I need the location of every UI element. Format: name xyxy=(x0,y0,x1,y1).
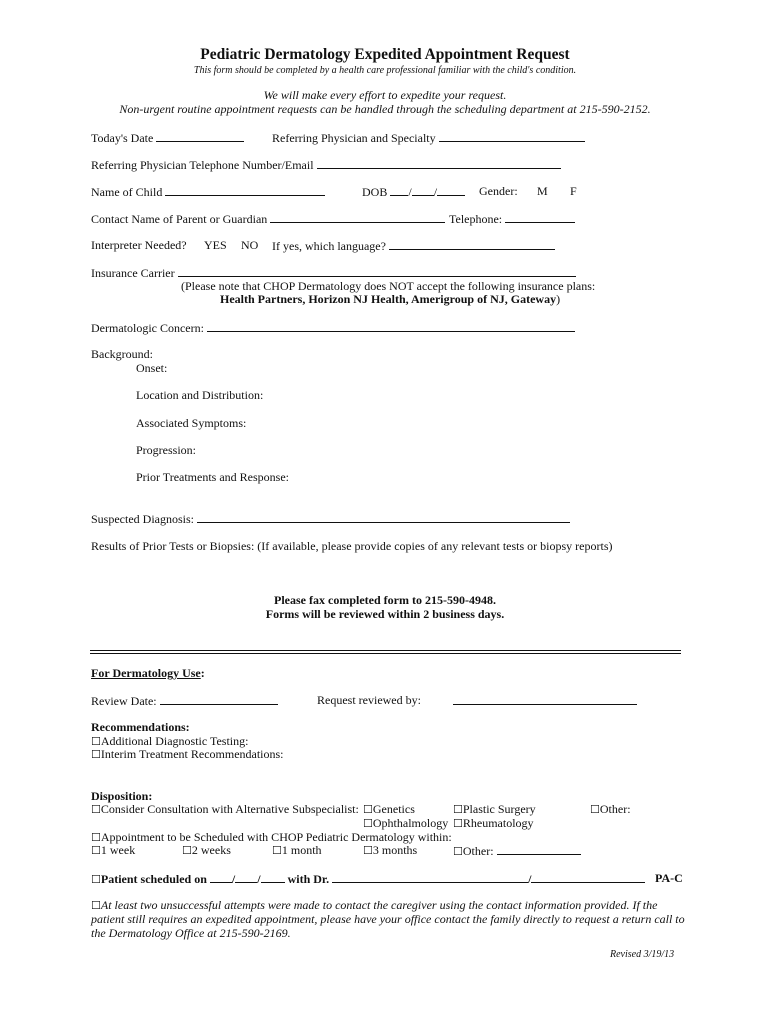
option-other-timeframe[interactable] xyxy=(453,843,581,859)
symptoms-label: Associated Symptoms: xyxy=(136,416,247,430)
review-time-note: Forms will be reviewed within 2 business days. xyxy=(265,607,505,621)
telephone-row xyxy=(449,211,575,227)
option-ophthalmology[interactable] xyxy=(363,816,448,831)
consider-consultation-label: Consider Consultation with Alternative Subspecialist: xyxy=(100,802,359,816)
pac-label: PA-C xyxy=(655,871,683,885)
checkbox-icon[interactable]: ☐ xyxy=(91,899,101,912)
1-month-label: 1 month xyxy=(281,843,322,857)
checkbox-icon[interactable]: ☐ xyxy=(272,844,282,857)
contact-name-label: Contact Name of Parent or Guardian xyxy=(91,212,268,226)
referring-phone-label: Referring Physician Telephone Number/Email xyxy=(91,158,314,172)
2-weeks-label: 2 weeks xyxy=(191,843,231,857)
referring-physician-field[interactable] xyxy=(439,130,585,142)
scheduled-year-field[interactable] xyxy=(261,871,285,883)
gender-m-option[interactable]: M xyxy=(537,184,548,198)
location-label: Location and Distribution: xyxy=(136,388,264,402)
dob-day-field[interactable] xyxy=(412,184,434,196)
ophthalmology-label: Ophthalmology xyxy=(372,816,449,830)
excluded-plans-close: ) xyxy=(556,292,561,306)
contact-attempts-note xyxy=(91,898,657,913)
checkbox-icon[interactable]: ☐ xyxy=(453,817,463,830)
child-name-field[interactable] xyxy=(165,184,325,196)
diagnostic-testing-label: Additional Diagnostic Testing: xyxy=(100,734,249,748)
insurance-label: Insurance Carrier xyxy=(91,266,175,280)
checkbox-icon[interactable]: ☐ xyxy=(590,803,600,816)
office-use-heading-text: For Dermatology Use xyxy=(91,666,201,680)
language-label: If yes, which language? xyxy=(272,239,386,253)
reviewed-by-label: Request reviewed by: xyxy=(317,693,421,707)
contact-note-line1: At least two unsuccessful attempts were made to contact the caregiver using the contact information provided. If the xyxy=(100,898,658,912)
insurance-field[interactable] xyxy=(178,265,576,277)
reviewed-by-row xyxy=(453,693,637,709)
patient-scheduled-label: Patient scheduled on xyxy=(100,872,207,886)
telephone-field[interactable] xyxy=(505,211,575,223)
checkbox-icon[interactable]: ☐ xyxy=(363,803,373,816)
reviewed-by-field[interactable] xyxy=(453,693,637,705)
onset-label: Onset: xyxy=(136,361,168,375)
excluded-plans-list: Health Partners, Horizon NJ Health, Amerigroup of NJ, Gateway xyxy=(220,292,557,306)
recommendation-interim-treatment[interactable] xyxy=(91,747,284,762)
referring-phone-field[interactable] xyxy=(317,157,561,169)
section-divider-thick xyxy=(90,653,681,654)
checkbox-icon[interactable]: ☐ xyxy=(91,844,101,857)
pac-name-field[interactable] xyxy=(531,871,645,883)
other-timeframe-field[interactable] xyxy=(497,843,581,855)
language-field[interactable] xyxy=(389,238,555,250)
checkbox-icon[interactable]: ☐ xyxy=(453,845,463,858)
option-3-months[interactable] xyxy=(363,843,417,858)
concern-row xyxy=(91,320,575,336)
insurance-note: (Please note that CHOP Dermatology does NOT accept the following insurance plans: xyxy=(181,279,596,293)
option-consider-consultation[interactable] xyxy=(91,802,359,817)
checkbox-icon[interactable]: ☐ xyxy=(91,735,101,748)
prior-treatments-label: Prior Treatments and Response: xyxy=(136,470,289,484)
background-heading: Background: xyxy=(91,347,153,361)
scheduled-month-field[interactable] xyxy=(210,871,232,883)
genetics-label: Genetics xyxy=(372,802,415,816)
telephone-label: Telephone: xyxy=(449,212,503,226)
option-genetics[interactable] xyxy=(363,802,415,817)
todays-date-label: Today's Date xyxy=(91,131,154,145)
language-row xyxy=(272,238,555,254)
section-divider xyxy=(90,650,681,651)
review-date-label: Review Date: xyxy=(91,694,157,708)
recommendations-heading: Recommendations: xyxy=(91,720,190,734)
dob-row: DOB / / xyxy=(362,184,465,200)
expedite-note: We will make every effort to expedite your request. xyxy=(263,88,507,102)
option-rheumatology[interactable] xyxy=(453,816,534,831)
concern-field[interactable] xyxy=(207,320,575,332)
child-name-label: Name of Child xyxy=(91,185,163,199)
referring-physician-row xyxy=(272,130,585,146)
office-use-heading-colon: : xyxy=(200,666,205,680)
office-use-heading xyxy=(91,666,205,681)
form-subtitle: This form should be completed by a health care professional familiar with the child's condition. xyxy=(193,65,577,76)
referring-physician-label: Referring Physician and Specialty xyxy=(272,131,436,145)
child-name-row xyxy=(91,184,325,200)
excluded-plans xyxy=(220,292,560,307)
plastic-surgery-label: Plastic Surgery xyxy=(462,802,536,816)
interim-treatment-label: Interim Treatment Recommendations: xyxy=(100,747,284,761)
checkbox-icon[interactable]: ☐ xyxy=(363,817,373,830)
progression-label: Progression: xyxy=(136,443,196,457)
concern-label: Dermatologic Concern: xyxy=(91,321,204,335)
checkbox-icon[interactable]: ☐ xyxy=(91,873,101,886)
other-timeframe-label: Other: xyxy=(462,844,494,858)
schedule-appointment-label: Appointment to be Scheduled with CHOP Pediatric Dermatology within: xyxy=(100,830,452,844)
contact-name-row xyxy=(91,211,445,227)
contact-note-line2: patient still requires an expedited appointment, please have your office contact the family directly to request a return call to xyxy=(91,912,685,926)
prior-tests-label: Results of Prior Tests or Biopsies: (If available, please provide copies of any relevant tests or biopsy reports) xyxy=(91,539,613,553)
option-1-month[interactable] xyxy=(272,843,322,858)
option-2-weeks[interactable] xyxy=(182,843,231,858)
interpreter-no-option[interactable]: NO xyxy=(241,238,259,252)
checkbox-icon[interactable]: ☐ xyxy=(182,844,192,857)
gender-label: Gender: xyxy=(479,184,518,198)
disposition-heading: Disposition: xyxy=(91,789,153,803)
todays-date-row xyxy=(91,130,244,146)
checkbox-icon[interactable]: ☐ xyxy=(91,803,101,816)
suspected-diagnosis-field[interactable] xyxy=(197,511,570,523)
fax-instruction: Please fax completed form to 215-590-4948. xyxy=(274,593,496,607)
other-subspecialist-label: Other: xyxy=(599,802,631,816)
with-doctor-label: with Dr. xyxy=(287,872,330,886)
option-plastic-surgery[interactable] xyxy=(453,802,536,817)
contact-note-line3: the Dermatology Office at 215-590-2169. xyxy=(91,926,291,940)
patient-scheduled-row: ☐Patient scheduled on / / with Dr. / xyxy=(91,871,645,887)
scheduled-day-field[interactable] xyxy=(235,871,257,883)
contact-name-field[interactable] xyxy=(270,211,445,223)
doctor-name-field[interactable] xyxy=(332,871,528,883)
interpreter-label: Interpreter Needed? xyxy=(91,238,187,252)
suspected-diagnosis-label: Suspected Diagnosis: xyxy=(91,512,194,526)
option-1-week[interactable] xyxy=(91,843,135,858)
interpreter-yes-option[interactable]: YES xyxy=(204,238,227,252)
revision-date: Revised 3/19/13 xyxy=(610,949,675,960)
3-months-label: 3 months xyxy=(372,843,418,857)
todays-date-field[interactable] xyxy=(156,130,244,142)
suspected-diagnosis-row xyxy=(91,511,570,527)
checkbox-icon[interactable]: ☐ xyxy=(91,748,101,761)
review-date-row xyxy=(91,693,278,709)
rheumatology-label: Rheumatology xyxy=(462,816,534,830)
option-other-subspecialist[interactable] xyxy=(590,802,631,817)
checkbox-icon[interactable]: ☐ xyxy=(91,831,101,844)
scheduling-note: Non-urgent routine appointment requests can be handled through the scheduling department at 215-590-2152. xyxy=(119,102,651,116)
form-title: Pediatric Dermatology Expedited Appointment Request xyxy=(200,46,570,63)
gender-f-option[interactable]: F xyxy=(570,184,577,198)
dob-label: DOB xyxy=(362,185,388,199)
1-week-label: 1 week xyxy=(100,843,136,857)
review-date-field[interactable] xyxy=(160,693,278,705)
checkbox-icon[interactable]: ☐ xyxy=(363,844,373,857)
referring-phone-row xyxy=(91,157,561,173)
checkbox-icon[interactable]: ☐ xyxy=(453,803,463,816)
dob-year-field[interactable] xyxy=(437,184,465,196)
dob-month-field[interactable] xyxy=(390,184,408,196)
